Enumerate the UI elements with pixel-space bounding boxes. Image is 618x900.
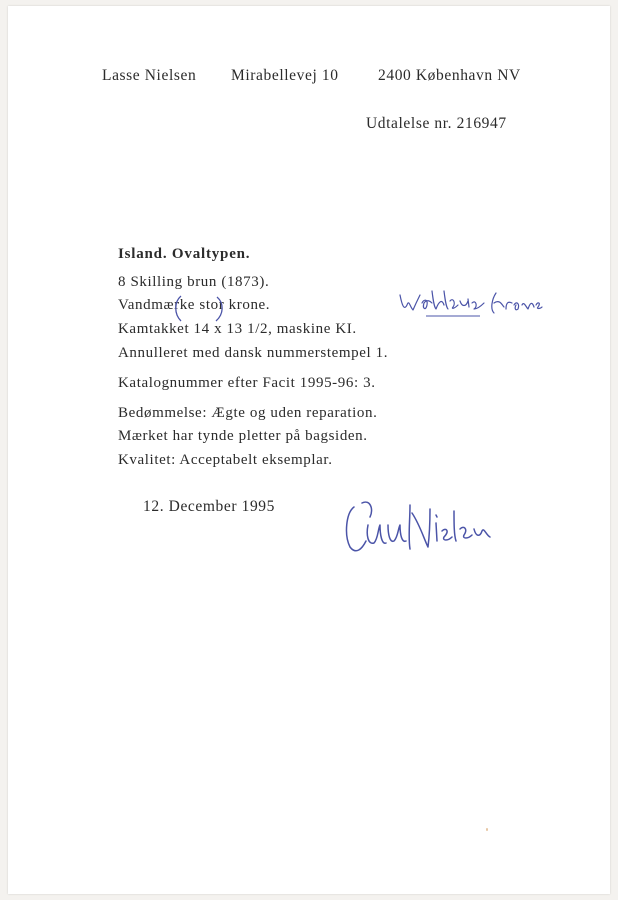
assessment-line: Kvalitet: Acceptabelt eksemplar. bbox=[118, 452, 333, 468]
sender-name: Lasse Nielsen bbox=[102, 67, 197, 84]
handwritten-marks bbox=[172, 294, 232, 322]
description-line: Annulleret med dansk nummerstempel 1. bbox=[118, 345, 389, 361]
assessment-line: Bedømmelse: Ægte og uden reparation. bbox=[118, 405, 378, 421]
description-line: 8 Skilling brun (1873). bbox=[118, 274, 270, 290]
statement-number: Udtalelse nr. 216947 bbox=[366, 115, 507, 132]
sender-street: Mirabellevej 10 bbox=[231, 67, 339, 84]
signature bbox=[340, 495, 500, 565]
description-line: Vandmærke stor krone. bbox=[118, 297, 271, 313]
description-line: Kamtakket 14 x 13 1/2, maskine KI. bbox=[118, 321, 357, 337]
statement-date: 12. December 1995 bbox=[143, 498, 276, 515]
handwritten-note bbox=[398, 287, 543, 321]
assessment-line: Mærket har tynde pletter på bagsiden. bbox=[118, 428, 368, 444]
stamp-subject: Island. Ovaltypen. bbox=[118, 246, 251, 262]
sender-city: 2400 København NV bbox=[378, 67, 521, 84]
paper-speck bbox=[486, 828, 488, 831]
catalog-number: Katalognummer efter Facit 1995-96: 3. bbox=[118, 375, 376, 391]
document-page bbox=[8, 6, 610, 894]
